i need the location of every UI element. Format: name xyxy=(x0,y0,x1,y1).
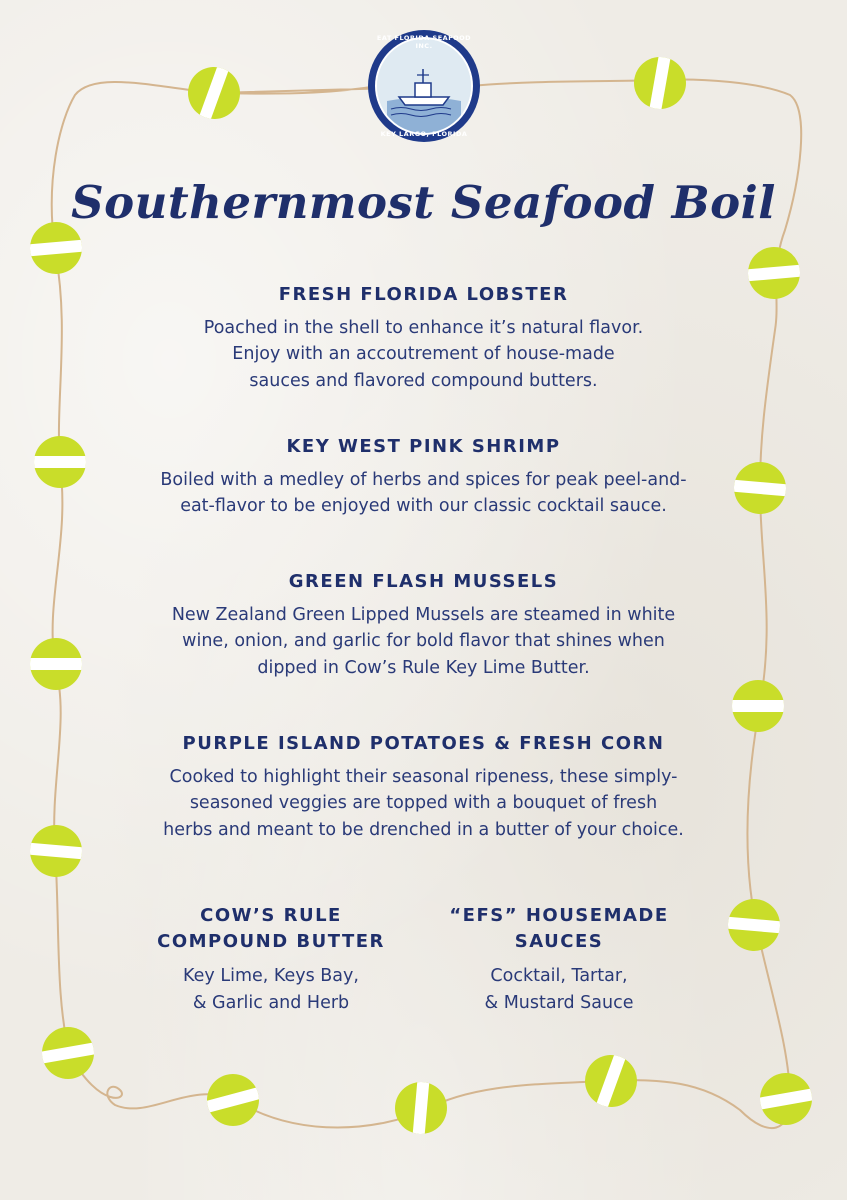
section-shrimp xyxy=(0,436,847,520)
buoy-float-icon xyxy=(197,1067,268,1133)
column-description: Key Lime, Keys Bay, & Garlic and Herb xyxy=(183,966,359,1014)
logo-bottom-text: KEY LARGO, FLORIDA xyxy=(380,130,468,138)
section-description: New Zealand Green Lipped Mussels are steamed in white wine, onion, and garlic for bold flavor that shines when dipped in Cow’s Rule Key Lime Butter. xyxy=(171,605,676,678)
column-heading: COW’S RULE COMPOUND BUTTER xyxy=(157,905,385,953)
buoy-float-icon xyxy=(752,1068,820,1130)
section-heading: KEY WEST PINK SHRIMP xyxy=(286,436,561,457)
boat-icon xyxy=(377,39,471,133)
buoy-float-icon xyxy=(629,49,691,117)
section-potatoes-corn xyxy=(0,733,847,843)
logo-top-text: EAT FLORIDA SEAFOOD INC. xyxy=(376,34,472,50)
column-housemade-sauces xyxy=(409,903,709,1017)
buoy-float-icon xyxy=(179,56,248,130)
section-description: Poached in the shell to enhance it’s natural flavor. Enjoy with an accoutrement of house-made sauces and flavored compound butters. xyxy=(203,318,644,391)
menu-title: Southernmost Seafood Boil xyxy=(71,176,776,229)
column-compound-butter xyxy=(121,903,421,1017)
section-heading: FRESH FLORIDA LOBSTER xyxy=(278,284,569,305)
section-heading: GREEN FLASH MUSSELS xyxy=(288,571,559,592)
buoy-float-icon xyxy=(392,1076,449,1140)
buoy-float-icon xyxy=(34,1022,102,1084)
section-description: Boiled with a medley of herbs and spices for peak peel-and- eat-flavor to be enjoyed with our classic cocktail sauce. xyxy=(160,470,687,517)
column-heading: “EFS” HOUSEMADE SAUCES xyxy=(449,905,669,953)
column-description: Cocktail, Tartar, & Mustard Sauce xyxy=(484,966,634,1014)
buoy-float-icon xyxy=(722,896,786,953)
section-mussels xyxy=(0,571,847,681)
buoy-float-icon xyxy=(728,680,788,732)
company-logo xyxy=(368,30,480,142)
section-heading: PURPLE ISLAND POTATOES & FRESH CORN xyxy=(182,733,665,754)
buoy-float-icon xyxy=(576,1044,645,1118)
section-description: Cooked to highlight their seasonal ripeness, these simply- seasoned veggies are topped with a bouquet of fresh herbs and meant to be drenched in a butter of your choice. xyxy=(163,767,684,840)
logo-emblem xyxy=(375,37,473,135)
section-lobster xyxy=(0,284,847,394)
